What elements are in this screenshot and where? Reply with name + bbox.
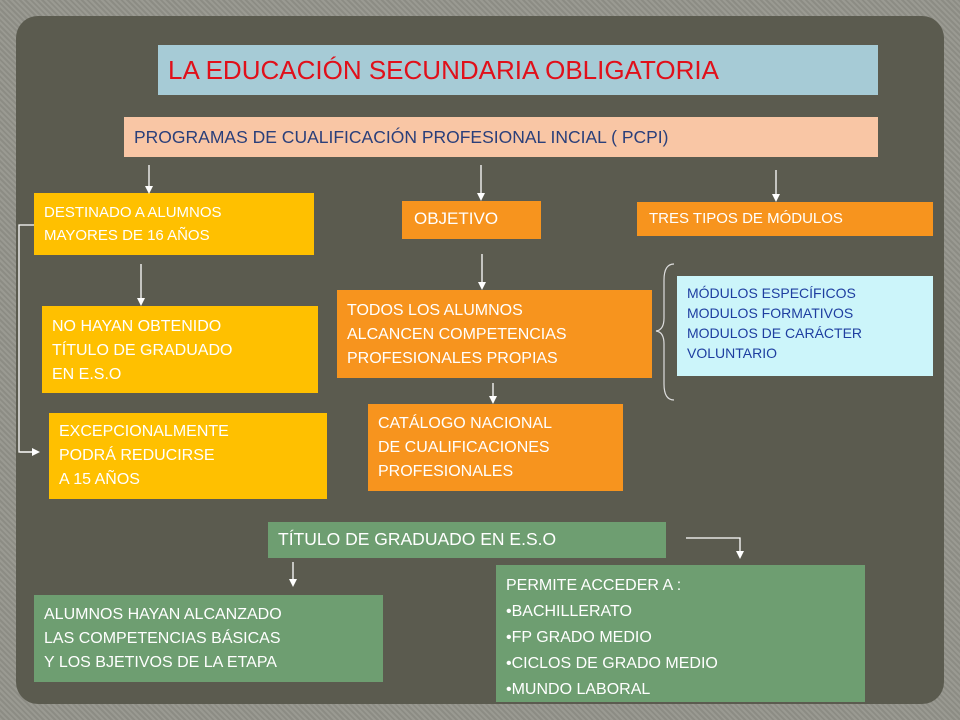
- excepcionalmente-line-1: EXCEPCIONALMENTE: [59, 423, 229, 440]
- modulos-line-1: MÓDULOS ESPECÍFICOS: [687, 285, 856, 301]
- permite-item-bachillerato: •BACHILLERATO: [506, 603, 632, 620]
- no-hayan-line-1: NO HAYAN OBTENIDO: [52, 318, 222, 335]
- alumnos-hayan-line-2: LAS COMPETENCIAS BÁSICAS: [44, 630, 281, 647]
- modulos-line-4: VOLUNTARIO: [687, 345, 777, 361]
- main-title: LA EDUCACIÓN SECUNDARIA OBLIGATORIA: [158, 45, 878, 95]
- catalogo-line-3: PROFESIONALES: [378, 463, 514, 480]
- objetivo-box: OBJETIVO: [402, 201, 541, 239]
- modulos-line-3: MODULOS DE CARÁCTER: [687, 325, 863, 341]
- alumnos-hayan-line-1: ALUMNOS HAYAN ALCANZADO: [44, 606, 282, 623]
- tres-tipos-box: TRES TIPOS DE MÓDULOS: [637, 202, 933, 236]
- permite-item-fp: •FP GRADO MEDIO: [506, 629, 652, 646]
- alumnos-hayan-line-3: Y LOS BJETIVOS DE LA ETAPA: [44, 654, 277, 671]
- catalogo-line-2: DE CUALIFICACIONES: [378, 439, 550, 456]
- no-hayan-line-2: TÍTULO DE GRADUADO: [52, 342, 233, 359]
- destinado-line-2: MAYORES DE 16 AÑOS: [44, 227, 210, 244]
- catalogo-line-1: CATÁLOGO NACIONAL: [378, 415, 552, 432]
- modulos-line-2: MODULOS FORMATIVOS: [687, 305, 854, 321]
- todos-line-3: PROFESIONALES PROPIAS: [347, 350, 558, 367]
- todos-line-1: TODOS LOS ALUMNOS: [347, 302, 523, 319]
- permite-line-1: PERMITE ACCEDER A :: [506, 577, 682, 594]
- pcpi-heading: PROGRAMAS DE CUALIFICACIÓN PROFESIONAL INCIAL ( PCPI): [124, 117, 878, 157]
- modulos-brace: [656, 264, 674, 400]
- permite-item-ciclos: •CICLOS DE GRADO MEDIO: [506, 655, 718, 672]
- arrow-to-excepcionalmente: [19, 225, 34, 452]
- todos-line-2: ALCANCEN COMPETENCIAS: [347, 326, 567, 343]
- destinado-line-1: DESTINADO A ALUMNOS: [44, 204, 222, 221]
- excepcionalmente-line-3: A 15 AÑOS: [59, 471, 140, 488]
- arrow-to-permite: [686, 538, 740, 555]
- titulo-graduado-box: TÍTULO DE GRADUADO EN E.S.O: [268, 522, 666, 558]
- excepcionalmente-line-2: PODRÁ REDUCIRSE: [59, 447, 215, 464]
- no-hayan-line-3: EN E.S.O: [52, 366, 122, 383]
- permite-item-laboral: •MUNDO LABORAL: [506, 681, 651, 698]
